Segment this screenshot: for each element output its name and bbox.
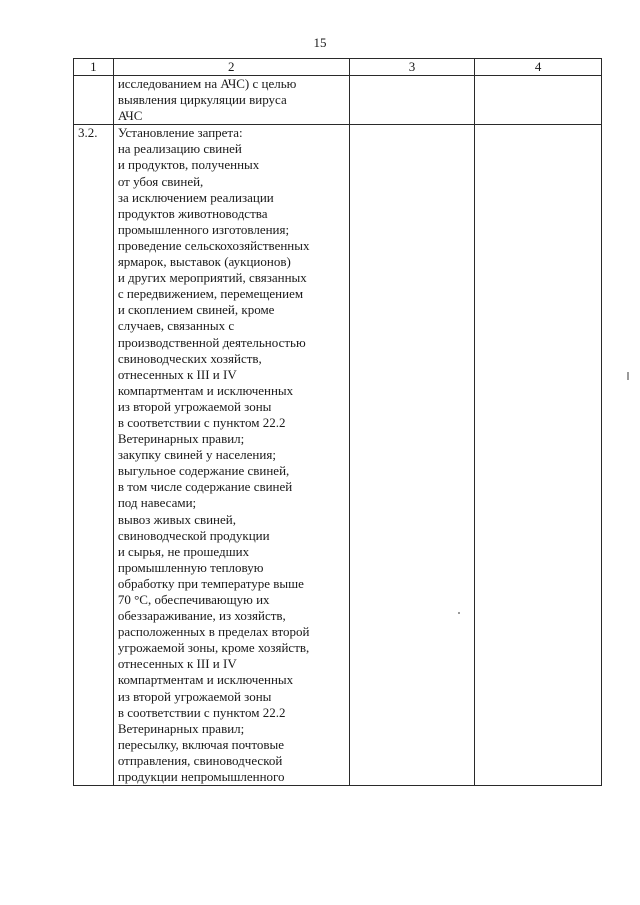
text-line: АЧС xyxy=(117,108,143,124)
text-line: и продуктов, полученных xyxy=(117,157,260,173)
page-number: 15 xyxy=(313,35,327,50)
measure-text-cell xyxy=(113,76,349,125)
empty-cell xyxy=(349,76,475,125)
scan-speck xyxy=(627,372,629,380)
text-line: проведение сельскохозяйственных xyxy=(117,237,310,253)
text-line: отнесенных к III и IV xyxy=(117,656,237,672)
text-line: с передвижением, перемещением xyxy=(117,286,304,302)
text-line: отправления, свиноводческой xyxy=(117,752,283,768)
text-line: и сырья, не прошедших xyxy=(117,543,250,559)
column-header-2: 2 xyxy=(113,59,349,76)
text-line: производственной деятельностью xyxy=(117,334,306,350)
column-header-1: 1 xyxy=(74,59,114,76)
text-line: из второй угрожаемой зоны xyxy=(117,398,272,414)
empty-cell xyxy=(349,125,475,786)
text-line: компартментам и исключенных xyxy=(117,672,294,688)
table-header-row xyxy=(74,59,602,76)
text-line: расположенных в пределах второй xyxy=(117,624,310,640)
text-line: и других мероприятий, связанных xyxy=(117,270,307,286)
row-number-cell: 3.2. xyxy=(74,125,114,786)
text-line: вывоз живых свиней, xyxy=(117,511,236,527)
empty-cell xyxy=(475,76,602,125)
text-line: обработку при температуре выше xyxy=(117,575,304,591)
table-row xyxy=(74,76,602,125)
text-line: на реализацию свиней xyxy=(117,141,242,157)
empty-cell xyxy=(475,125,602,786)
text-line: 70 °С, обеспечивающую их xyxy=(117,592,270,607)
text-line: угрожаемой зоны, кроме хозяйств, xyxy=(117,640,310,656)
row-number-cell xyxy=(74,76,114,125)
text-line: выявления циркуляции вируса xyxy=(117,92,287,108)
measure-text xyxy=(118,125,349,785)
text-line: промышленную тепловую xyxy=(117,559,264,575)
text-line: Установление запрета: xyxy=(117,125,243,141)
text-line: из второй угрожаемой зоны xyxy=(117,688,272,704)
measure-text xyxy=(118,76,349,124)
text-line: закупку свиней у населения; xyxy=(117,447,276,463)
text-line: в том числе содержание свиней xyxy=(117,479,293,495)
text-line: в соответствии с пунктом 22.2 xyxy=(117,414,286,430)
text-line: свиноводческих хозяйств, xyxy=(117,350,262,366)
text-line: случаев, связанных с xyxy=(117,318,235,334)
text-line: продукции непромышленного xyxy=(117,769,285,785)
text-line: Ветеринарных правил; xyxy=(117,720,245,736)
measure-text-cell xyxy=(113,125,349,786)
text-line: выгульное содержание свиней, xyxy=(117,463,290,479)
text-line: Ветеринарных правил; xyxy=(117,431,245,447)
text-line: ярмарок, выставок (аукционов) xyxy=(117,254,291,270)
text-line: продуктов животноводства xyxy=(117,205,268,221)
column-header-3: 3 xyxy=(349,59,475,76)
scan-speck xyxy=(458,612,460,614)
table-row xyxy=(74,125,602,786)
text-line: свиноводческой продукции xyxy=(117,527,270,543)
text-line: исследованием на АЧС) с целью xyxy=(117,76,297,91)
text-line: в соответствии с пунктом 22.2 xyxy=(117,704,286,720)
text-line: промышленного изготовления; xyxy=(117,221,290,237)
text-line: под навесами; xyxy=(117,495,197,511)
text-line: и скоплением свиней, кроме xyxy=(117,302,275,318)
text-line: компартментам и исключенных xyxy=(117,382,294,398)
text-line: обеззараживание, из хозяйств, xyxy=(117,608,286,624)
measures-table xyxy=(73,58,602,786)
text-line: от убоя свиней, xyxy=(117,173,204,189)
text-line: пересылку, включая почтовые xyxy=(117,736,284,752)
column-header-4: 4 xyxy=(475,59,602,76)
text-line: отнесенных к III и IV xyxy=(117,366,237,382)
text-line: за исключением реализации xyxy=(117,189,274,205)
